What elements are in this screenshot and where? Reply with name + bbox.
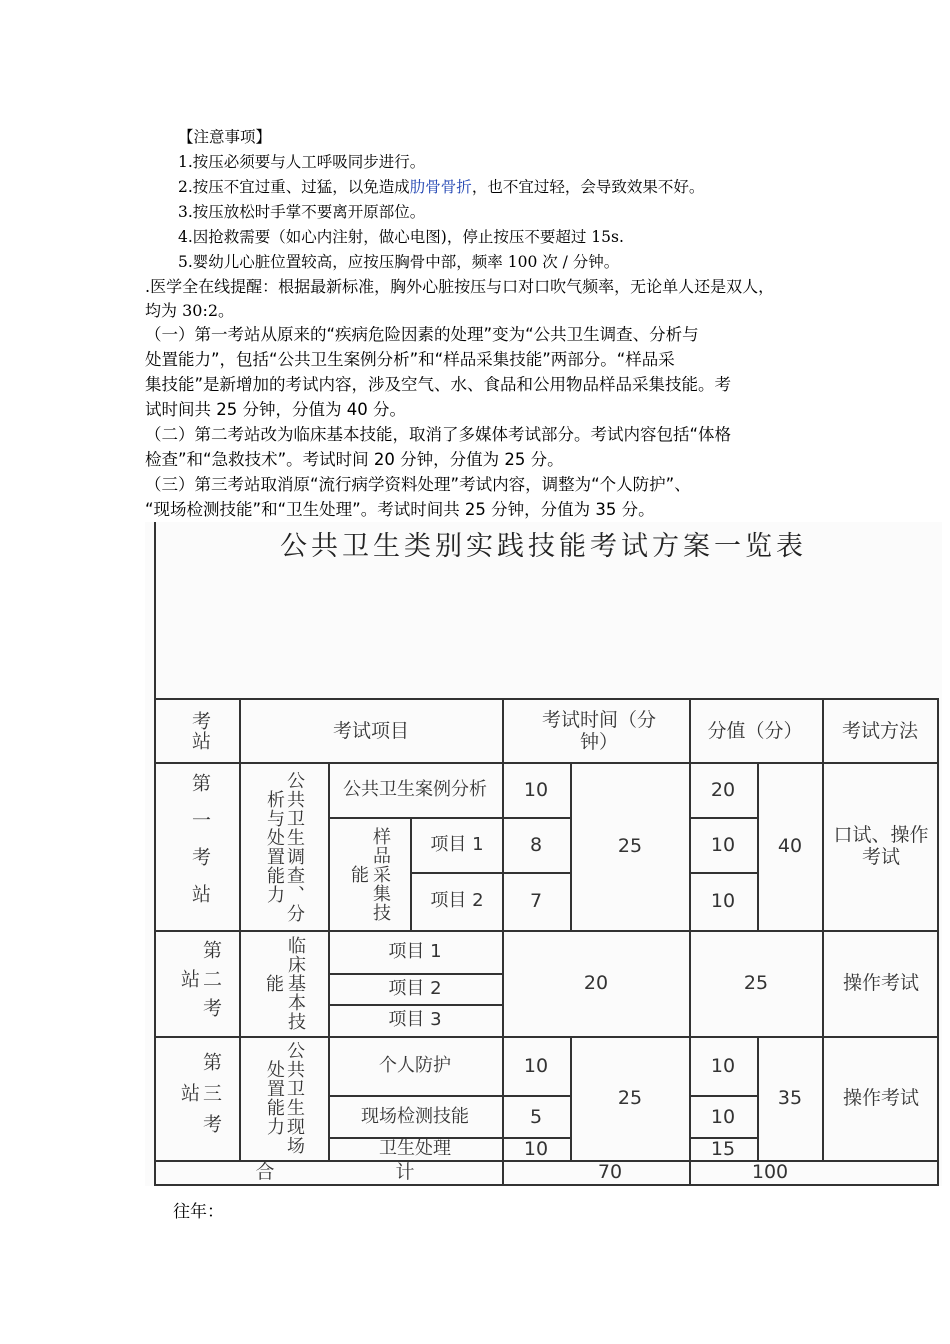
station3-row1-score: 10 <box>710 1055 736 1077</box>
station3-total-score: 35 <box>777 1087 803 1109</box>
notes-item-1: 1.按压必须要与人工呼吸同步进行。 <box>178 153 426 171</box>
station3-row1-item: 个人防护 <box>379 1055 451 1076</box>
station2-group: 临床基本技能 <box>263 935 306 1031</box>
station1-row2-item: 项目 1 <box>430 834 484 855</box>
station1-row1-time: 10 <box>523 779 549 801</box>
notes-item-4: 4.因抢救需要（如心内注射，做心电图)，停止按压不要超过 15s. <box>178 228 624 246</box>
footer-text: 往年： <box>173 1202 224 1222</box>
station1-row2-time: 8 <box>529 834 543 856</box>
section2-line-2: 检查”和“急救技术”。考试时间 20 分钟，分值为 25 分。 <box>145 450 564 469</box>
station2-item-1: 项目 1 <box>388 941 442 962</box>
table-title: 公共卫生类别实践技能考试方案一览表 <box>280 531 807 562</box>
notes-item-5: 5.婴幼儿心脏位置较高，应按压胸骨中部，频率 100 次 / 分钟。 <box>178 253 620 271</box>
notes-item-3: 3.按压放松时手掌不要离开原部位。 <box>178 203 426 221</box>
station1-row1-item: 公共卫生案例分析 <box>343 779 487 800</box>
station3-row3-time: 10 <box>523 1138 549 1160</box>
station3-group: 公共卫生现场处置能力 <box>264 1041 305 1155</box>
notes-item-2-tail: ，也不宜过轻，会导致效果不好。 <box>471 178 705 196</box>
station3-name: 第三考站 <box>178 1051 222 1145</box>
section1-line-4: 试时间共 25 分钟，分值为 40 分。 <box>145 400 406 419</box>
station1-total-score: 40 <box>777 835 803 857</box>
section1-line-2: 处置能力”，包括“公共卫生案例分析”和“样品采集技能”两部分。“样品采 <box>145 350 675 369</box>
section1-line-1: （一）第一考站从原来的“疾病危险因素的处理”变为“公共卫生调查、分析与 <box>145 325 699 344</box>
exam-plan-table <box>145 522 942 1186</box>
station3-row3-score: 15 <box>710 1138 736 1160</box>
section2-line-1: （二）第二考站改为临床基本技能，取消了多媒体考试部分。考试内容包括“体格 <box>145 425 732 444</box>
reminder-line-2: 均为 30:2。 <box>145 301 235 320</box>
station1-name: 第一考站 <box>189 773 211 921</box>
station1-group: 公共卫生调查、分析与处置能力 <box>264 771 305 923</box>
section1-line-3: 集技能”是新增加的考试内容，涉及空气、水、食品和公用物品样品采集技能。考 <box>145 375 732 394</box>
notes-item-2 <box>178 176 704 198</box>
header-score: 分值（分） <box>707 720 803 742</box>
station1-row3-time: 7 <box>529 890 543 912</box>
station1-sub-group: 样品采集技能 <box>348 826 391 922</box>
rib-fracture-link[interactable]: 肋骨骨折 <box>409 178 472 196</box>
station1-row3-item: 项目 2 <box>430 890 484 911</box>
section3-line-2: “现场检测技能”和“卫生处理”。考试时间共 25 分钟，分值为 35 分。 <box>145 500 655 519</box>
station2-method: 操作考试 <box>842 972 919 994</box>
reminder-line-1: .医学全在线提醒：根据最新标准，胸外心脏按压与口对口吹气频率，无论单人还是双人， <box>145 277 775 296</box>
station3-row2-item: 现场检测技能 <box>361 1105 469 1127</box>
station3-row2-score: 10 <box>710 1105 736 1128</box>
total-time: 70 <box>597 1161 623 1183</box>
total-score: 100 <box>751 1161 789 1183</box>
notes-item-2-text: 2.按压不宜过重、过猛，以免造成 <box>178 178 410 196</box>
header-method: 考试方法 <box>841 720 918 742</box>
total-label-a: 合 <box>255 1161 275 1183</box>
station1-row1-score: 20 <box>710 779 736 801</box>
station3-row1-time: 10 <box>523 1055 549 1077</box>
station1-row2-score: 10 <box>710 834 736 856</box>
station2-item-2: 项目 2 <box>388 978 442 999</box>
header-station: 考站 <box>189 711 211 751</box>
station1-method: 口试、操作考试 <box>833 824 929 868</box>
notes-heading: 【注意事项】 <box>178 128 272 146</box>
station1-total-time: 25 <box>617 835 643 857</box>
station2-time: 20 <box>583 972 609 994</box>
section3-line-1: （三）第三考站取消原“流行病学资料处理”考试内容，调整为“个人防护”、 <box>145 475 691 494</box>
station2-score: 25 <box>743 972 769 994</box>
station2-item-3: 项目 3 <box>388 1009 442 1030</box>
header-time: 考试时间（分钟） <box>541 709 656 753</box>
station3-method: 操作考试 <box>842 1087 919 1109</box>
total-label-b: 计 <box>395 1161 415 1183</box>
station1-row3-score: 10 <box>710 890 736 912</box>
station2-name: 第二考站 <box>178 939 222 1027</box>
station3-row2-time: 5 <box>529 1105 543 1128</box>
station3-total-time: 25 <box>617 1087 643 1109</box>
station3-row3-item: 卫生处理 <box>379 1138 451 1159</box>
header-item: 考试项目 <box>332 720 409 742</box>
